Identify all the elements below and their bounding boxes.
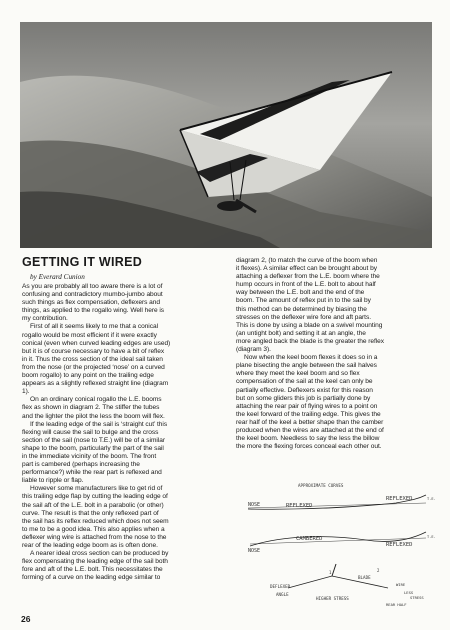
paragraph-line: from the nose (or the projected ‘nose’ on a curved — [22, 363, 165, 371]
diagram-label-higher-stress: HIGHER STRESS — [316, 596, 349, 601]
diagram-label-angle: ANGLE — [276, 592, 289, 597]
paragraph-line: boom rogallo) to any point on the trailing edge — [22, 372, 154, 380]
paragraph-line: rear of the leading edge boom as is often done. — [22, 542, 158, 549]
diagram-label-reflexed-2: REFLEXED — [386, 496, 413, 502]
paragraph-line: but on some gliders this job is partially done by — [236, 394, 371, 402]
diagram-label-top: APPROXIMATE CURVES — [298, 483, 344, 488]
paragraph-line: the keel boom. Needless to say the less the billow — [236, 435, 380, 443]
hang-glider-photo-illustration — [20, 22, 432, 248]
diagram-label-reflexed-3: REFLEXED — [386, 542, 413, 548]
diagram-label-less: LESS — [404, 590, 414, 595]
paragraph-line: rear half of the keel a better shape than the camber — [236, 418, 384, 426]
hang-glider-photo — [20, 22, 432, 248]
paragraph-line: (diagram 3). — [236, 346, 271, 354]
paragraph-line: things, as applied to the rogallo wing. Well here is — [22, 307, 165, 315]
paragraph-line: liable to ripple or flap. — [22, 477, 84, 485]
article-right-column — [236, 257, 436, 451]
paragraph-line: to me to be a good idea. This also applies when a — [22, 525, 165, 533]
paragraph-line: First of all it seems likely to me that a conical — [30, 323, 159, 331]
diagram-label-num-2: 2 — [377, 568, 380, 573]
paragraph-line: produced when the wires are attached at the end of — [236, 426, 384, 434]
paragraph-line: the sail aft of the L.E. bolt in a parabolic (or other) — [22, 501, 164, 509]
paragraph-line: (an untight bolt) and setting it at an angle, the — [236, 329, 366, 337]
paragraph-line: rogallo would be most efficient if it were exactly — [22, 331, 157, 339]
diagram-svg — [236, 476, 436, 618]
paragraph-line: plane bisecting the angle between the sail halves — [236, 362, 377, 370]
paragraph-line: deflexer wing wire is attached from the nose to the — [22, 533, 167, 541]
article-left-column — [22, 283, 224, 582]
paragraph-line: diagram 2, (to match the curve of the boom when — [236, 257, 378, 264]
paragraph-line: partially effective. Deflexers exist for this reason — [236, 386, 373, 394]
diagram-label-rear-half: REAR HALF — [386, 602, 407, 607]
paragraph-line: forming of a curve on the leading edge similar to — [22, 574, 161, 582]
diagram-label-blade: BLADE — [358, 575, 371, 580]
diagram-label-side-1: T.E. — [427, 497, 436, 501]
diagram-label-side-2: T.E. — [427, 535, 436, 539]
paragraph-line: This is done by using a blade on a swivel mounting — [236, 321, 383, 329]
paragraph-line: way between the L.E. bolt and the end of the — [236, 289, 365, 297]
paragraph-line: such things as flex compensation, deflexers and — [22, 299, 161, 307]
paragraph-line: and the lighter the pilot the less the boom will flex. — [22, 412, 165, 420]
paragraph-line: 1). — [22, 388, 30, 396]
paragraph-line: hump occurs in front of the L.E. bolt to about half — [236, 281, 376, 289]
paragraph-line: it flexes). A similar effect can be brought about by — [236, 265, 377, 273]
paragraph-line: performance?) while the rear part is reflexed and — [22, 469, 162, 477]
paragraph-line: flexing will cause the sail to bulge and the cross — [22, 428, 159, 436]
paragraph-line: this method can be determined by biasing the — [236, 305, 367, 313]
article-byline: by Everard Cunion — [30, 273, 85, 281]
diagram-label-wire: WIRE — [396, 582, 406, 587]
paragraph-line: Now when the keel boom flexes it does so in a — [244, 354, 378, 362]
paragraph-line: compensation of the sail at the keel can only be — [236, 378, 373, 386]
diagram-label-reflexed-1: REFLEXED — [286, 503, 313, 509]
diagram-label-cambered: CAMBERED — [296, 536, 323, 542]
paragraph-line: the keel forward of the trailing edge. This gives the — [236, 410, 381, 418]
paragraph-line: the sail has its reflex reduced which does not seem — [22, 517, 169, 525]
paragraph-line: appears as a slightly reflexed straight line (diagram — [22, 380, 169, 388]
paragraph-line: my contribution. — [22, 315, 68, 323]
paragraph-line: If the leading edge of the sail is ‘straight cut’ this — [30, 420, 168, 428]
paragraph-line: curve. The result is that the only reflexed part of — [22, 509, 159, 517]
diagram-blade — [332, 564, 336, 576]
paragraph-line: but it is of course necessary to have a bit of reflex — [22, 347, 165, 355]
paragraph-line: confusing and contradictory mumbo-jumbo about — [22, 291, 163, 299]
approximate-curves-diagram — [236, 476, 436, 618]
paragraph-line: more angled back the blade is the greater the reflex — [236, 337, 385, 345]
paragraph-line: As you are probably all too aware there is a lot of — [22, 283, 163, 290]
paragraph-line: A nearer ideal cross section can be produced by — [30, 550, 169, 558]
paragraph-line: stresses on the deflexer wire fore and aft parts. — [236, 313, 371, 321]
article-title: GETTING IT WIRED — [22, 255, 143, 269]
diagram-deflexer-wire — [288, 576, 388, 588]
diagram-label-nose-1: NOSE — [248, 502, 261, 508]
paragraph-line: attaching the rear pair of flying wires to a point on — [236, 402, 378, 410]
paragraph-line: the more the flexing forces conceal each other out. — [236, 443, 382, 451]
paragraph-line: attaching a deflexer from the L.E. boom where the — [236, 273, 380, 281]
diagram-label-nose-2: NOSE — [248, 548, 261, 554]
page-number: 26 — [21, 614, 31, 624]
paragraph-line: section of the sail (nose to T.E.) will be of a similar — [22, 436, 165, 444]
paragraph-line: in the immediate vicinity of the boom. The front — [22, 452, 157, 460]
paragraph-line: where they meet the keel boom and so flex — [236, 370, 360, 378]
paragraph-line: part is cambered (perhaps increasing the — [22, 461, 140, 469]
paragraph-line: boom. The amount of reflex put in to the sail by — [236, 297, 371, 305]
paragraph-line: On an ordinary conical rogallo the L.E. booms — [30, 396, 162, 404]
diagram-label-stress: STRESS — [410, 595, 424, 600]
diagram-label-deflexer: DEFLEXER — [270, 584, 291, 589]
paragraph-line: flex compensating the leading edge of the sail both — [22, 558, 168, 566]
paragraph-line: conical (even when curved leading edges are used) — [22, 339, 171, 347]
paragraph-line: flex as shown in diagram 2. The stiffer the tubes — [22, 404, 160, 412]
paragraph-line: fore and aft of the L.E. bolt. This necessitates the — [22, 566, 163, 574]
paragraph-line: in it. Thus the cross section of the ideal sail taken — [22, 355, 163, 363]
paragraph-line: shape to the boom, particularly the part of the sail — [22, 444, 164, 452]
paragraph-line: this trailing edge flap by cutting the leading edge of — [22, 493, 168, 501]
paragraph-line: However some manufacturers like to get rid of — [30, 485, 163, 493]
diagram-label-num-1: 1 — [329, 570, 332, 575]
